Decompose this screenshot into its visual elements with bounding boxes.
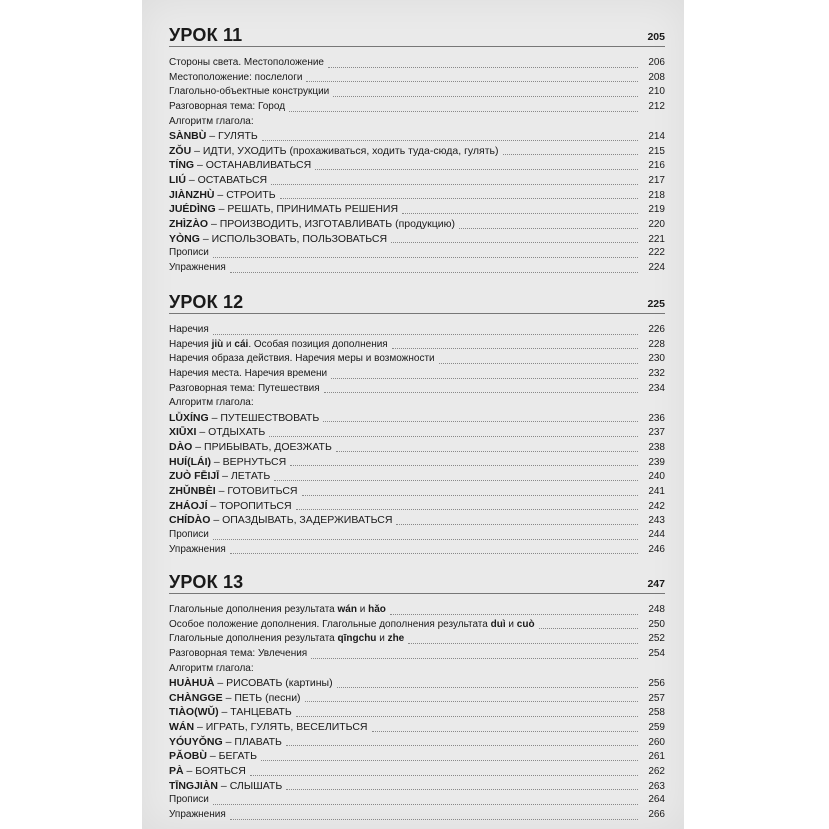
- toc-entry-label: Прописи: [169, 794, 209, 806]
- toc-entry-page: 234: [648, 382, 665, 394]
- toc-entry: [169, 779, 665, 794]
- toc-entry-page: 259: [648, 722, 665, 734]
- toc-entry-label: Алгоритм глагола:: [169, 115, 254, 127]
- lesson-title: УРОК 12: [169, 292, 244, 312]
- toc-entry-label: – ГУЛЯТЬ: [206, 130, 258, 143]
- toc-entry-label: и: [356, 604, 369, 615]
- toc-entry-label: – ПУТЕШЕСТВОВАТЬ: [208, 411, 320, 424]
- toc-entry-text: [169, 352, 435, 367]
- dot-leader: [258, 125, 638, 126]
- toc-entry-page: 212: [648, 100, 665, 112]
- toc-entry-text: [169, 543, 226, 558]
- toc-entry-label: и: [505, 618, 517, 630]
- toc-entry-label: – ИСПОЛЬЗОВАТЬ, ПОЛЬЗОВАТЬСЯ: [199, 232, 388, 245]
- toc-entry-text: [169, 691, 301, 706]
- toc-entry-term: ZHÁOJÍ: [169, 499, 208, 512]
- dot-leader: [336, 450, 638, 452]
- dot-leader: [311, 657, 638, 659]
- toc-entry-text: [169, 411, 319, 426]
- toc-entry: [169, 338, 665, 353]
- toc-entry-label: – ГОТОВИТЬСЯ: [215, 485, 298, 498]
- toc-entry-label: – ПЛАВАТЬ: [222, 735, 282, 748]
- toc-entry: [169, 662, 665, 677]
- toc-entries: [169, 603, 665, 823]
- toc-entry: [169, 793, 665, 808]
- toc-entry-label: Особое положение дополнения. Глагольные дополнения результата: [169, 618, 491, 630]
- lesson-section: [169, 567, 665, 823]
- toc-entry-label: – ТАНЦЕВАТЬ: [218, 706, 292, 719]
- toc-entry-text: [169, 173, 267, 188]
- dot-leader: [337, 686, 638, 688]
- toc-entry-text: [169, 56, 324, 71]
- toc-entry-text: [169, 779, 282, 794]
- toc-entry-term: qīngchu: [337, 633, 377, 645]
- toc-entry: [169, 528, 665, 543]
- toc-entry-term: LIÚ: [169, 174, 186, 187]
- toc-entry-label: Упражнения: [169, 543, 226, 555]
- toc-entry: [169, 202, 665, 217]
- toc-entry-page: 262: [648, 766, 665, 778]
- toc-entry-label: – ВЕРНУТЬСЯ: [211, 455, 287, 468]
- dot-leader: [280, 197, 638, 199]
- toc-entry: [169, 469, 665, 484]
- toc-entry-text: [169, 323, 209, 338]
- toc-entry-page: 215: [648, 145, 665, 157]
- toc-entry-label: – ЛЕТАТЬ: [219, 470, 271, 483]
- toc-entry-page: 237: [648, 427, 665, 439]
- toc-entry-page: 241: [648, 486, 665, 498]
- dot-leader: [328, 66, 638, 68]
- toc-entry-term: ZHǓNBÈI: [169, 485, 216, 498]
- dot-leader: [274, 479, 638, 481]
- toc-entry-page: 263: [648, 780, 665, 792]
- toc-entry-text: [169, 484, 298, 499]
- toc-entry-page: 261: [648, 751, 665, 763]
- toc-entry-page: 232: [648, 367, 665, 379]
- dot-leader: [402, 212, 638, 214]
- toc-entry-page: 264: [648, 794, 665, 806]
- toc-entry-text: [169, 246, 209, 261]
- toc-entry-term: hǎo: [368, 604, 386, 615]
- toc-entry-page: 217: [648, 175, 665, 187]
- toc-entry-term: cái: [234, 338, 249, 350]
- toc-entry: [169, 618, 665, 633]
- toc-entry-text: [169, 129, 258, 144]
- toc-entry: [169, 691, 665, 706]
- toc-entry-text: [169, 115, 254, 130]
- dot-leader: [269, 435, 638, 437]
- dot-leader: [290, 464, 638, 466]
- dot-leader: [324, 391, 638, 393]
- dot-leader: [392, 347, 638, 349]
- toc-entry-text: [169, 720, 368, 735]
- toc-entry: [169, 246, 665, 261]
- toc-entry-label: и: [376, 633, 388, 645]
- toc-entry: [169, 158, 665, 173]
- toc-entry: [169, 382, 665, 397]
- dot-leader: [289, 110, 638, 112]
- toc-entry-term: TÍNG: [169, 159, 195, 172]
- toc-entry-page: 236: [648, 412, 665, 424]
- toc-entry-text: [169, 144, 499, 159]
- toc-entry-page: 218: [648, 189, 665, 201]
- dot-leader: [213, 538, 638, 540]
- toc-entry-label: . Особая позиция дополнения: [248, 338, 388, 350]
- toc-entry-text: [169, 71, 302, 86]
- dot-leader: [459, 227, 638, 229]
- toc-entry-page: 219: [648, 204, 665, 216]
- toc-entry-page: 206: [648, 57, 665, 68]
- toc-entry-label: Наречия: [169, 338, 212, 350]
- toc-entry: [169, 261, 665, 276]
- toc-entry-page: 239: [648, 456, 665, 468]
- toc-entry-text: [169, 367, 327, 382]
- lesson-header: [169, 20, 665, 47]
- dot-leader: [258, 407, 638, 408]
- toc-entry: [169, 144, 665, 159]
- toc-entry: [169, 188, 665, 203]
- toc-entry-text: [169, 440, 332, 455]
- toc-entry: [169, 71, 665, 86]
- dot-leader: [390, 613, 638, 615]
- toc-entry-label: – РЕШАТЬ, ПРИНИМАТЬ РЕШЕНИЯ: [215, 203, 399, 216]
- toc-entry-text: [169, 158, 311, 173]
- toc-entry-text: [169, 261, 226, 276]
- toc-entry-text: [169, 382, 320, 397]
- toc-entry-page: 258: [648, 707, 665, 719]
- toc-entry-text: [169, 338, 388, 353]
- dot-leader: [262, 139, 638, 141]
- dot-leader: [333, 95, 638, 97]
- toc-entry: [169, 764, 665, 779]
- toc-entry-page: 246: [648, 543, 665, 555]
- toc-entry-term: ZǑU: [169, 144, 192, 157]
- dot-leader: [213, 256, 638, 258]
- toc-entry-page: 226: [648, 324, 665, 335]
- toc-entry: [169, 217, 665, 232]
- toc-entry-term: zhe: [387, 633, 405, 645]
- toc-entry-page: 230: [648, 353, 665, 365]
- dot-leader: [391, 241, 638, 243]
- lesson-page-number: 205: [647, 31, 665, 43]
- toc-entry-label: Алгоритм глагола:: [169, 397, 254, 409]
- toc-entry-page: 243: [648, 515, 665, 527]
- toc-entry: [169, 749, 665, 764]
- dot-leader: [296, 715, 638, 717]
- toc-entry: [169, 603, 665, 618]
- toc-entry-term: duì: [490, 618, 506, 630]
- lesson-title: УРОК 13: [169, 572, 244, 592]
- toc-entry-text: [169, 705, 292, 720]
- toc-entry-term: PǍOBÙ: [169, 750, 207, 763]
- toc-entry-label: Местоположение: послелоги: [169, 71, 303, 83]
- toc-entry-label: Прописи: [169, 247, 209, 259]
- toc-entry-page: 257: [648, 692, 665, 704]
- toc-entry-page: 254: [648, 647, 665, 659]
- toc-entry: [169, 543, 665, 558]
- toc-entry-label: – БЕГАТЬ: [206, 750, 257, 763]
- toc-entry-term: JIÀNZHÙ: [169, 188, 215, 201]
- toc-entry-text: [169, 217, 455, 232]
- toc-entry-label: – ИДТИ, УХОДИТЬ (прохаживаться, ходить туда-сюда, гулять): [191, 144, 499, 157]
- toc-entry-page: 216: [648, 160, 665, 172]
- dot-leader: [296, 508, 638, 510]
- toc-entry-text: [169, 662, 254, 677]
- toc-entry-text: [169, 808, 226, 823]
- toc-entry: [169, 499, 665, 514]
- toc-entry-page: 221: [648, 233, 665, 245]
- toc-entry-label: – ОПАЗДЫВАТЬ, ЗАДЕРЖИВАТЬСЯ: [210, 514, 393, 527]
- dot-leader: [305, 700, 638, 702]
- toc-entry-label: Глагольно-объектные конструкции: [169, 86, 330, 98]
- toc-entry-label: – ПРИБЫВАТЬ, ДОЕЗЖАТЬ: [192, 441, 332, 454]
- toc-entry-text: [169, 469, 270, 484]
- toc-entry-page: 220: [648, 219, 665, 231]
- toc-entry: [169, 440, 665, 455]
- toc-entry-label: Глагольные дополнения результата: [169, 633, 338, 645]
- toc-entry-term: ZHÌZÀO: [169, 218, 209, 231]
- toc-entry-term: ZUÒ FĒIJĪ: [169, 470, 220, 483]
- lesson-section: [169, 20, 665, 276]
- toc-entry-label: Наречия образа действия. Наречия меры и возможности: [169, 353, 435, 365]
- toc-entry-label: – СТРОИТЬ: [214, 188, 276, 201]
- dot-leader: [315, 168, 638, 170]
- toc-entry-term: WÁN: [169, 721, 195, 734]
- toc-entry-term: HUÀHUÀ: [169, 677, 215, 690]
- lesson-header: [169, 567, 665, 594]
- toc-entry: [169, 396, 665, 411]
- toc-entry-label: Разговорная тема: Город: [169, 100, 286, 112]
- toc-entry-text: [169, 632, 404, 647]
- dot-leader: [230, 271, 638, 273]
- toc-entry-term: JUÉDÌNG: [169, 203, 216, 216]
- toc-entry-page: 260: [648, 736, 665, 748]
- toc-entry-term: TĪNGJIÀN: [169, 779, 219, 792]
- toc-entry-page: 208: [648, 71, 665, 83]
- dot-leader: [539, 627, 638, 629]
- toc-entry-text: [169, 425, 265, 440]
- toc-entry: [169, 676, 665, 691]
- toc-entry-label: и: [223, 338, 235, 350]
- toc-entry-page: 248: [648, 604, 665, 615]
- toc-entry-text: [169, 618, 535, 633]
- toc-entry-label: – ТОРОПИТЬСЯ: [207, 499, 292, 512]
- toc-entry: [169, 647, 665, 662]
- toc-entry-text: [169, 202, 398, 217]
- toc-entry-label: Упражнения: [169, 261, 226, 273]
- toc-entry-term: DÀO: [169, 441, 193, 454]
- dot-leader: [503, 153, 638, 155]
- toc-entry-term: CHÍDÀO: [169, 514, 211, 527]
- toc-entry: [169, 808, 665, 823]
- toc-entry-label: Разговорная тема: Путешествия: [169, 382, 320, 394]
- toc-entry-term: YÒNG: [169, 232, 200, 245]
- lesson-title: УРОК 11: [169, 25, 243, 45]
- toc-entry-page: 222: [648, 247, 665, 259]
- toc-entry-page: 238: [648, 442, 665, 454]
- toc-entry: [169, 367, 665, 382]
- toc-entry-term: CHÀNGGE: [169, 691, 223, 704]
- toc-entry-label: Наречия: [169, 324, 209, 335]
- toc-entry-page: 228: [648, 338, 665, 350]
- toc-entry-label: Стороны света. Местоположение: [169, 57, 324, 68]
- toc-entry-label: – РИСОВАТЬ (картины): [214, 677, 333, 690]
- toc-entry: [169, 85, 665, 100]
- dot-leader: [286, 788, 638, 790]
- toc-entry: [169, 720, 665, 735]
- toc-entry: [169, 352, 665, 367]
- toc-entry-page: 214: [648, 131, 665, 143]
- toc-entries: [169, 323, 665, 557]
- toc-entry: [169, 425, 665, 440]
- toc-entry-label: Разговорная тема: Увлечения: [169, 647, 308, 659]
- toc-entry-text: [169, 749, 257, 764]
- toc-entry-page: 256: [648, 678, 665, 690]
- toc-entry-text: [169, 455, 286, 470]
- toc-entry-label: – ОТДЫХАТЬ: [196, 426, 266, 439]
- toc-entry-label: – БОЯТЬСЯ: [183, 765, 246, 778]
- toc-entry-label: – ПРОИЗВОДИТЬ, ИЗГОТАВЛИВАТЬ (продукцию): [208, 218, 455, 231]
- lesson-page-number: 225: [647, 298, 665, 310]
- toc-entry-text: [169, 188, 276, 203]
- toc-entry: [169, 705, 665, 720]
- toc-entry-text: [169, 676, 333, 691]
- toc-entry-term: SÀNBÙ: [169, 130, 207, 143]
- toc-entry-text: [169, 85, 329, 100]
- dot-leader: [230, 552, 638, 554]
- toc-entry-text: [169, 528, 209, 543]
- dot-leader: [306, 80, 638, 82]
- toc-entry-label: – ОСТАНАВЛИВАТЬСЯ: [194, 159, 312, 172]
- toc-entry: [169, 115, 665, 130]
- toc-entry-text: [169, 499, 292, 514]
- book-page: [142, 0, 684, 829]
- toc-entry: [169, 484, 665, 499]
- lesson-header: [169, 287, 665, 314]
- toc-entry-page: 240: [648, 471, 665, 483]
- toc-entry-term: wán: [337, 604, 357, 615]
- toc-entry: [169, 232, 665, 247]
- toc-entry-term: jiù: [211, 338, 224, 350]
- toc-entry-label: – ИГРАТЬ, ГУЛЯТЬ, ВЕСЕЛИТЬСЯ: [194, 721, 368, 734]
- dot-leader: [439, 362, 638, 364]
- toc-entry-term: LǙXÍNG: [169, 411, 209, 424]
- toc-entry-label: – ПЕТЬ (песни): [222, 691, 301, 704]
- toc-entry-text: [169, 100, 285, 115]
- toc-entry-text: [169, 396, 254, 411]
- toc-entry-page: 210: [648, 86, 665, 98]
- dot-leader: [261, 759, 638, 761]
- toc-entry: [169, 173, 665, 188]
- toc-entry-text: [169, 647, 307, 662]
- toc-entry-text: [169, 764, 246, 779]
- dot-leader: [286, 744, 638, 746]
- toc-entry-term: YÓUYǑNG: [169, 735, 223, 748]
- dot-leader: [213, 333, 638, 335]
- toc-entry: [169, 323, 665, 338]
- toc-entry-page: 252: [648, 633, 665, 645]
- toc-entry-page: 244: [648, 528, 665, 540]
- lesson-section: [169, 287, 665, 557]
- toc-entry-term: XIŪXI: [169, 426, 197, 439]
- toc-entry-term: PÀ: [169, 765, 184, 778]
- toc-entry: [169, 411, 665, 426]
- toc-entry-label: Прописи: [169, 528, 209, 540]
- dot-leader: [302, 494, 638, 496]
- toc-entry-page: 250: [648, 618, 665, 630]
- dot-leader: [258, 672, 638, 673]
- toc-entry-label: Упражнения: [169, 808, 226, 820]
- toc-entry-term: TIÀO(WǓ): [169, 706, 219, 719]
- toc-entries: [169, 56, 665, 276]
- toc-entry-term: cuò: [516, 618, 535, 630]
- toc-entry-text: [169, 735, 282, 750]
- toc-entry-page: 224: [648, 261, 665, 273]
- toc-entry: [169, 56, 665, 71]
- toc-entry: [169, 513, 665, 528]
- lesson-page-number: 247: [647, 578, 665, 590]
- dot-leader: [396, 523, 638, 525]
- dot-leader: [372, 730, 639, 732]
- dot-leader: [271, 183, 638, 185]
- toc-entry-label: – СЛЫШАТЬ: [218, 779, 283, 792]
- dot-leader: [230, 818, 638, 820]
- toc-entry-label: Глагольные дополнения результата: [169, 604, 338, 615]
- toc-entry-page: 266: [648, 808, 665, 820]
- toc-entry-label: Наречия места. Наречия времени: [169, 367, 328, 379]
- dot-leader: [323, 420, 638, 422]
- toc-entry-page: 242: [648, 500, 665, 512]
- toc-entry-text: [169, 232, 387, 247]
- toc-entry: [169, 129, 665, 144]
- toc-entry: [169, 100, 665, 115]
- dot-leader: [250, 774, 638, 776]
- toc-entry-text: [169, 513, 392, 528]
- toc-entry: [169, 735, 665, 750]
- dot-leader: [408, 642, 638, 644]
- toc-entry: [169, 455, 665, 470]
- dot-leader: [213, 803, 638, 805]
- toc-entry: [169, 632, 665, 647]
- toc-entry-term: HUÍ(LÁI): [169, 455, 211, 468]
- toc-entry-label: Алгоритм глагола:: [169, 662, 254, 674]
- toc-entry-text: [169, 603, 386, 618]
- dot-leader: [331, 377, 638, 379]
- toc-entry-label: – ОСТАВАТЬСЯ: [185, 174, 268, 187]
- toc-entry-text: [169, 793, 209, 808]
